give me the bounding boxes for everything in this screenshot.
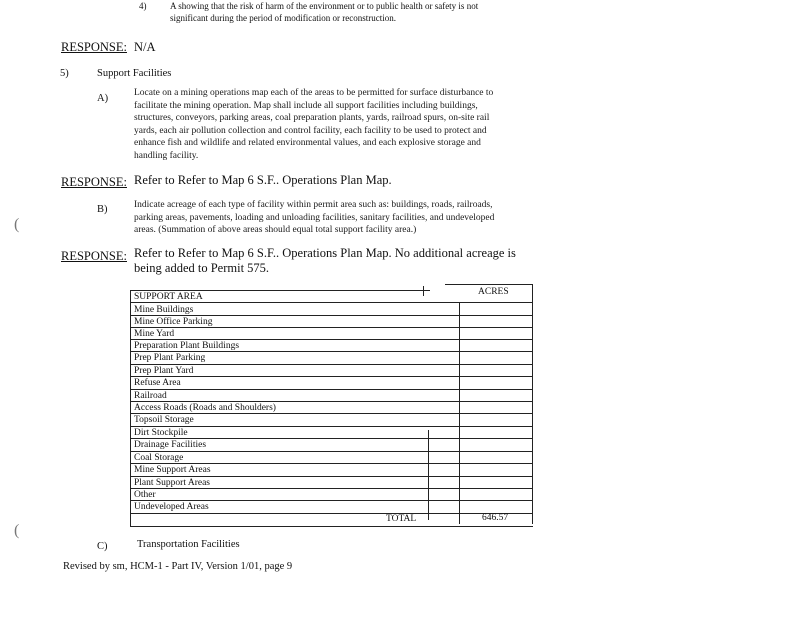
- table-total-label: TOTAL: [386, 514, 417, 524]
- item-b-line: areas. (Summation of above areas should equal total support facility area.): [134, 225, 417, 236]
- page-footer: Revised by sm, HCM-1 - Part IV, Version 1/01, page 9: [63, 561, 293, 572]
- row-separator: [130, 389, 533, 390]
- section-title: Support Facilities: [97, 68, 172, 79]
- item-c-letter: C): [97, 541, 108, 552]
- scan-punch-mark: (: [14, 522, 20, 539]
- item-a-line: yards, each air pollution collection and control facility, each facility to be used to protect and: [134, 125, 487, 136]
- section-number: 5): [60, 68, 69, 79]
- table-row-label: Coal Storage: [134, 453, 184, 463]
- table-header-acres: ACRES: [478, 287, 509, 297]
- scan-punch-mark: (: [14, 216, 20, 233]
- table-row-label: Mine Buildings: [134, 305, 194, 315]
- response-label: RESPONSE:: [61, 249, 127, 263]
- table-left-border: [130, 290, 131, 527]
- response-text-line2: being added to Permit 575.: [134, 261, 270, 275]
- response-label: RESPONSE:: [61, 175, 127, 189]
- response-text: N/A: [134, 40, 156, 54]
- table-row-label: Prep Plant Parking: [134, 353, 206, 363]
- item-4-number: 4): [139, 1, 147, 11]
- item-4-text-line1: A showing that the risk of harm of the environment or to public health or safety is not: [170, 1, 479, 11]
- item-a-line: enhance fish and wildlife and related environmental values, and each explosive storage and: [134, 138, 481, 149]
- item-b-letter: B): [97, 204, 108, 215]
- item-4-text-line2: significant during the period of modification or reconstruction.: [170, 13, 396, 23]
- item-b-line: parking areas, pavements, loading and unloading facilities, sanitary facilities, and undeveloped: [134, 212, 495, 223]
- row-separator: [130, 513, 533, 514]
- item-a-line: handling facility.: [134, 150, 199, 161]
- table-row-label: Access Roads (Roads and Shoulders): [134, 403, 276, 413]
- table-row-label: Mine Support Areas: [134, 465, 211, 475]
- table-row-label: Refuse Area: [134, 378, 181, 388]
- table-bottom-border: [130, 526, 533, 527]
- item-a-line: facilitate the mining operation. Map shall include all support facilities including buildings,: [134, 100, 478, 111]
- item-b-paragraph: [134, 199, 494, 237]
- table-row-label: Topsoil Storage: [134, 415, 194, 425]
- table-row-label: Railroad: [134, 391, 167, 401]
- table-tick: [423, 286, 424, 296]
- table-row-label: Prep Plant Yard: [134, 366, 194, 376]
- table-row-label: Other: [134, 490, 156, 500]
- table-top-border: [445, 284, 533, 285]
- response-text: Refer to Refer to Map 6 S.F.. Operations Plan Map.: [134, 173, 392, 187]
- table-total-value: 646.57: [482, 513, 509, 523]
- item-b-line: Indicate acreage of each type of facility within permit area such as: buildings, roads, railroads,: [134, 200, 493, 210]
- item-a-line: Locate on a mining operations map each of the areas to be permitted for surface disturbance to: [134, 88, 494, 98]
- table-row-label: Preparation Plant Buildings: [134, 341, 240, 351]
- table-row-label: Plant Support Areas: [134, 478, 210, 488]
- item-a-letter: A): [97, 93, 109, 104]
- response-text-line1: Refer to Refer to Map 6 S.F.. Operations Plan Map. No additional acreage is: [134, 246, 516, 260]
- row-separator: [130, 426, 533, 427]
- response-label: RESPONSE:: [61, 40, 127, 54]
- table-header-area: SUPPORT AREA: [134, 292, 203, 302]
- table-row-label: Mine Office Parking: [134, 317, 213, 327]
- table-row-label: Mine Yard: [134, 329, 175, 339]
- item-a-line: structures, conveyors, parking areas, coal preparation plants, yards, railroad spurs, on-site rail: [134, 113, 490, 124]
- item-c-title: Transportation Facilities: [137, 539, 240, 550]
- item-a-paragraph: [134, 87, 493, 163]
- table-row-label: Dirt Stockpile: [134, 428, 188, 438]
- table-row-label: Drainage Facilities: [134, 440, 207, 450]
- row-separator: [130, 451, 533, 452]
- table-column-divider: [428, 430, 429, 520]
- table-row-label: Undeveloped Areas: [134, 502, 209, 512]
